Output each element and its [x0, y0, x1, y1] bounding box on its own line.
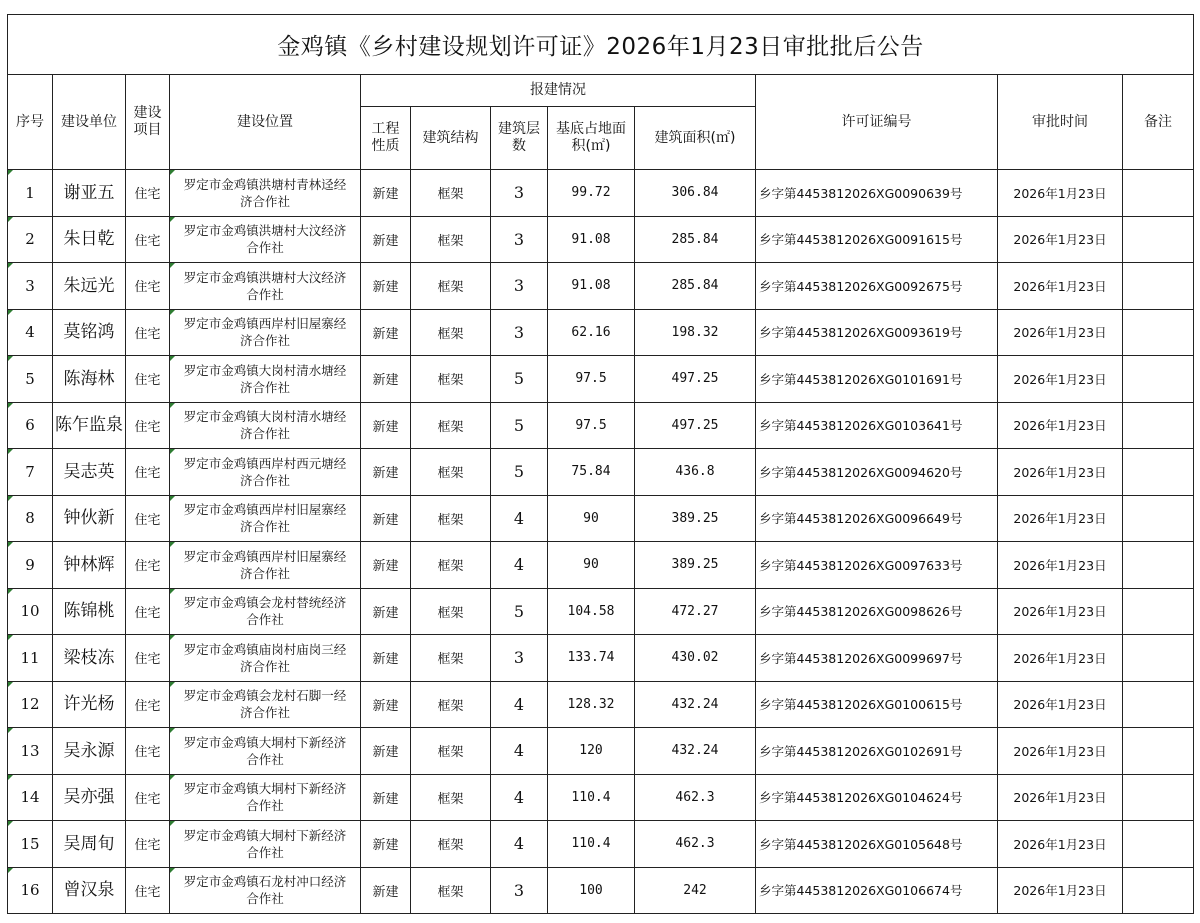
cell-base-area: 110.4 [548, 774, 635, 821]
cell-unit: 钟林辉 [53, 542, 126, 589]
cell-location: 罗定市金鸡镇大垌村下新经济合作社 [170, 821, 361, 868]
cell-location: 罗定市金鸡镇大岗村清水塘经济合作社 [170, 402, 361, 449]
cell-structure: 框架 [411, 356, 491, 403]
cell-building-area: 306.84 [635, 170, 756, 217]
cell-remarks [1123, 495, 1194, 542]
cell-approval-date: 2026年1月23日 [998, 681, 1123, 728]
cell-floors: 3 [491, 263, 548, 310]
cell-project: 住宅 [126, 867, 170, 914]
header-report-group: 报建情况 [361, 75, 756, 107]
cell-project: 住宅 [126, 216, 170, 263]
cell-building-area: 472.27 [635, 588, 756, 635]
cell-remarks [1123, 821, 1194, 868]
cell-no: 2 [8, 216, 53, 263]
table-row [8, 542, 1194, 589]
cell-project: 住宅 [126, 309, 170, 356]
cell-floors: 3 [491, 309, 548, 356]
cell-permit-no: 乡字第4453812026XG0103641号 [756, 402, 998, 449]
cell-base-area: 62.16 [548, 309, 635, 356]
cell-location: 罗定市金鸡镇大垌村下新经济合作社 [170, 728, 361, 775]
cell-nature: 新建 [361, 867, 411, 914]
cell-permit-no: 乡字第4453812026XG0090639号 [756, 170, 998, 217]
cell-location: 罗定市金鸡镇洪塘村大汶经济合作社 [170, 216, 361, 263]
cell-building-area: 462.3 [635, 774, 756, 821]
cell-no: 13 [8, 728, 53, 775]
cell-floors: 4 [491, 542, 548, 589]
cell-remarks [1123, 588, 1194, 635]
cell-building-area: 285.84 [635, 263, 756, 310]
cell-no: 6 [8, 402, 53, 449]
cell-nature: 新建 [361, 635, 411, 682]
cell-base-area: 90 [548, 495, 635, 542]
cell-nature: 新建 [361, 309, 411, 356]
cell-floors: 4 [491, 681, 548, 728]
cell-approval-date: 2026年1月23日 [998, 588, 1123, 635]
cell-remarks [1123, 635, 1194, 682]
cell-building-area: 462.3 [635, 821, 756, 868]
cell-project: 住宅 [126, 356, 170, 403]
cell-base-area: 91.08 [548, 263, 635, 310]
cell-floors: 3 [491, 867, 548, 914]
cell-location: 罗定市金鸡镇洪塘村青林迳经济合作社 [170, 170, 361, 217]
cell-no: 3 [8, 263, 53, 310]
cell-location: 罗定市金鸡镇西岸村旧屋寨经济合作社 [170, 495, 361, 542]
cell-approval-date: 2026年1月23日 [998, 263, 1123, 310]
cell-no: 8 [8, 495, 53, 542]
cell-building-area: 242 [635, 867, 756, 914]
cell-base-area: 128.32 [548, 681, 635, 728]
cell-nature: 新建 [361, 402, 411, 449]
cell-building-area: 497.25 [635, 402, 756, 449]
cell-floors: 4 [491, 495, 548, 542]
cell-floors: 3 [491, 216, 548, 263]
cell-remarks [1123, 728, 1194, 775]
cell-unit: 朱远光 [53, 263, 126, 310]
cell-project: 住宅 [126, 821, 170, 868]
cell-unit: 钟伙新 [53, 495, 126, 542]
cell-approval-date: 2026年1月23日 [998, 635, 1123, 682]
cell-no: 12 [8, 681, 53, 728]
cell-no: 15 [8, 821, 53, 868]
cell-structure: 框架 [411, 681, 491, 728]
cell-unit: 吴亦强 [53, 774, 126, 821]
cell-base-area: 100 [548, 867, 635, 914]
table-row [8, 588, 1194, 635]
cell-project: 住宅 [126, 774, 170, 821]
cell-base-area: 75.84 [548, 449, 635, 496]
cell-floors: 3 [491, 635, 548, 682]
table-row [8, 449, 1194, 496]
header-building-area: 建筑面积(㎡) [635, 107, 756, 170]
cell-unit: 吴志英 [53, 449, 126, 496]
table-row [8, 402, 1194, 449]
cell-building-area: 497.25 [635, 356, 756, 403]
cell-remarks [1123, 170, 1194, 217]
table-row [8, 170, 1194, 217]
cell-base-area: 110.4 [548, 821, 635, 868]
cell-unit: 陈乍监泉 [53, 402, 126, 449]
cell-remarks [1123, 867, 1194, 914]
cell-base-area: 104.58 [548, 588, 635, 635]
cell-structure: 框架 [411, 867, 491, 914]
cell-approval-date: 2026年1月23日 [998, 542, 1123, 589]
cell-structure: 框架 [411, 495, 491, 542]
cell-permit-no: 乡字第4453812026XG0094620号 [756, 449, 998, 496]
cell-approval-date: 2026年1月23日 [998, 309, 1123, 356]
cell-building-area: 432.24 [635, 728, 756, 775]
cell-remarks [1123, 449, 1194, 496]
cell-permit-no: 乡字第4453812026XG0101691号 [756, 356, 998, 403]
cell-location: 罗定市金鸡镇西岸村旧屋寨经济合作社 [170, 309, 361, 356]
cell-location: 罗定市金鸡镇洪塘村大汶经济合作社 [170, 263, 361, 310]
cell-remarks [1123, 356, 1194, 403]
cell-nature: 新建 [361, 495, 411, 542]
cell-project: 住宅 [126, 542, 170, 589]
header-approval-date: 审批时间 [998, 75, 1123, 170]
cell-project: 住宅 [126, 588, 170, 635]
cell-no: 10 [8, 588, 53, 635]
cell-base-area: 120 [548, 728, 635, 775]
cell-nature: 新建 [361, 449, 411, 496]
cell-nature: 新建 [361, 681, 411, 728]
cell-base-area: 90 [548, 542, 635, 589]
cell-no: 5 [8, 356, 53, 403]
header-floors: 建筑层数 [491, 107, 548, 170]
cell-approval-date: 2026年1月23日 [998, 402, 1123, 449]
cell-nature: 新建 [361, 216, 411, 263]
cell-structure: 框架 [411, 774, 491, 821]
cell-unit: 梁枝冻 [53, 635, 126, 682]
cell-no: 4 [8, 309, 53, 356]
cell-permit-no: 乡字第4453812026XG0104624号 [756, 774, 998, 821]
cell-nature: 新建 [361, 728, 411, 775]
cell-structure: 框架 [411, 728, 491, 775]
cell-permit-no: 乡字第4453812026XG0099697号 [756, 635, 998, 682]
cell-location: 罗定市金鸡镇大垌村下新经济合作社 [170, 774, 361, 821]
cell-permit-no: 乡字第4453812026XG0100615号 [756, 681, 998, 728]
table-row [8, 495, 1194, 542]
cell-remarks [1123, 681, 1194, 728]
cell-base-area: 99.72 [548, 170, 635, 217]
cell-nature: 新建 [361, 542, 411, 589]
cell-location: 罗定市金鸡镇会龙村石脚一经济合作社 [170, 681, 361, 728]
header-nature: 工程性质 [361, 107, 411, 170]
page-title: 金鸡镇《乡村建设规划许可证》2026年1月23日审批批后公告 [8, 15, 1194, 75]
cell-approval-date: 2026年1月23日 [998, 356, 1123, 403]
cell-project: 住宅 [126, 635, 170, 682]
cell-permit-no: 乡字第4453812026XG0105648号 [756, 821, 998, 868]
cell-base-area: 97.5 [548, 402, 635, 449]
cell-unit: 陈海林 [53, 356, 126, 403]
cell-structure: 框架 [411, 263, 491, 310]
cell-unit: 谢亚五 [53, 170, 126, 217]
cell-building-area: 432.24 [635, 681, 756, 728]
cell-structure: 框架 [411, 449, 491, 496]
cell-floors: 3 [491, 170, 548, 217]
table-row [8, 263, 1194, 310]
cell-remarks [1123, 542, 1194, 589]
table-row [8, 681, 1194, 728]
cell-remarks [1123, 309, 1194, 356]
cell-base-area: 91.08 [548, 216, 635, 263]
header-remarks: 备注 [1123, 75, 1194, 170]
cell-structure: 框架 [411, 216, 491, 263]
cell-approval-date: 2026年1月23日 [998, 821, 1123, 868]
cell-location: 罗定市金鸡镇庙岗村庙岗三经济合作社 [170, 635, 361, 682]
table-row [8, 309, 1194, 356]
cell-unit: 吴永源 [53, 728, 126, 775]
cell-project: 住宅 [126, 170, 170, 217]
cell-approval-date: 2026年1月23日 [998, 867, 1123, 914]
cell-remarks [1123, 216, 1194, 263]
cell-no: 9 [8, 542, 53, 589]
cell-project: 住宅 [126, 728, 170, 775]
table-row [8, 821, 1194, 868]
header-project: 建设项目 [126, 75, 170, 170]
cell-nature: 新建 [361, 356, 411, 403]
cell-permit-no: 乡字第4453812026XG0093619号 [756, 309, 998, 356]
header-location: 建设位置 [170, 75, 361, 170]
cell-project: 住宅 [126, 402, 170, 449]
cell-nature: 新建 [361, 821, 411, 868]
cell-building-area: 285.84 [635, 216, 756, 263]
cell-location: 罗定市金鸡镇会龙村替统经济合作社 [170, 588, 361, 635]
permit-table [7, 14, 1194, 914]
cell-approval-date: 2026年1月23日 [998, 774, 1123, 821]
cell-unit: 吴周旬 [53, 821, 126, 868]
cell-no: 14 [8, 774, 53, 821]
cell-structure: 框架 [411, 309, 491, 356]
cell-structure: 框架 [411, 821, 491, 868]
header-permit-no: 许可证编号 [756, 75, 998, 170]
cell-unit: 许光杨 [53, 681, 126, 728]
cell-building-area: 389.25 [635, 495, 756, 542]
cell-permit-no: 乡字第4453812026XG0097633号 [756, 542, 998, 589]
cell-unit: 曾汉泉 [53, 867, 126, 914]
cell-unit: 莫铭鸿 [53, 309, 126, 356]
cell-location: 罗定市金鸡镇石龙村冲口经济合作社 [170, 867, 361, 914]
table-row [8, 356, 1194, 403]
cell-nature: 新建 [361, 588, 411, 635]
cell-unit: 陈锦桃 [53, 588, 126, 635]
header-structure: 建筑结构 [411, 107, 491, 170]
cell-floors: 5 [491, 449, 548, 496]
cell-location: 罗定市金鸡镇西岸村旧屋寨经济合作社 [170, 542, 361, 589]
header-base-area: 基底占地面积(㎡) [548, 107, 635, 170]
table-row [8, 728, 1194, 775]
cell-structure: 框架 [411, 635, 491, 682]
cell-location: 罗定市金鸡镇西岸村西元塘经济合作社 [170, 449, 361, 496]
cell-floors: 4 [491, 728, 548, 775]
table-row [8, 216, 1194, 263]
cell-no: 11 [8, 635, 53, 682]
cell-permit-no: 乡字第4453812026XG0092675号 [756, 263, 998, 310]
cell-project: 住宅 [126, 449, 170, 496]
cell-floors: 5 [491, 356, 548, 403]
cell-permit-no: 乡字第4453812026XG0096649号 [756, 495, 998, 542]
cell-approval-date: 2026年1月23日 [998, 170, 1123, 217]
cell-nature: 新建 [361, 263, 411, 310]
cell-approval-date: 2026年1月23日 [998, 728, 1123, 775]
cell-project: 住宅 [126, 681, 170, 728]
header-no: 序号 [8, 75, 53, 170]
cell-permit-no: 乡字第4453812026XG0091615号 [756, 216, 998, 263]
cell-remarks [1123, 774, 1194, 821]
cell-permit-no: 乡字第4453812026XG0098626号 [756, 588, 998, 635]
cell-building-area: 436.8 [635, 449, 756, 496]
cell-permit-no: 乡字第4453812026XG0102691号 [756, 728, 998, 775]
cell-approval-date: 2026年1月23日 [998, 495, 1123, 542]
cell-no: 16 [8, 867, 53, 914]
cell-structure: 框架 [411, 542, 491, 589]
cell-nature: 新建 [361, 774, 411, 821]
cell-nature: 新建 [361, 170, 411, 217]
cell-floors: 4 [491, 821, 548, 868]
table-body [8, 170, 1194, 914]
table-row [8, 774, 1194, 821]
cell-building-area: 198.32 [635, 309, 756, 356]
cell-location: 罗定市金鸡镇大岗村清水塘经济合作社 [170, 356, 361, 403]
cell-base-area: 97.5 [548, 356, 635, 403]
cell-structure: 框架 [411, 588, 491, 635]
cell-floors: 5 [491, 588, 548, 635]
cell-project: 住宅 [126, 495, 170, 542]
cell-project: 住宅 [126, 263, 170, 310]
cell-floors: 5 [491, 402, 548, 449]
cell-remarks [1123, 402, 1194, 449]
cell-structure: 框架 [411, 402, 491, 449]
cell-no: 7 [8, 449, 53, 496]
table-row [8, 867, 1194, 914]
cell-building-area: 389.25 [635, 542, 756, 589]
table-row [8, 635, 1194, 682]
cell-unit: 朱日乾 [53, 216, 126, 263]
cell-approval-date: 2026年1月23日 [998, 449, 1123, 496]
cell-approval-date: 2026年1月23日 [998, 216, 1123, 263]
cell-permit-no: 乡字第4453812026XG0106674号 [756, 867, 998, 914]
cell-remarks [1123, 263, 1194, 310]
cell-building-area: 430.02 [635, 635, 756, 682]
cell-no: 1 [8, 170, 53, 217]
cell-structure: 框架 [411, 170, 491, 217]
cell-base-area: 133.74 [548, 635, 635, 682]
header-unit: 建设单位 [53, 75, 126, 170]
cell-floors: 4 [491, 774, 548, 821]
